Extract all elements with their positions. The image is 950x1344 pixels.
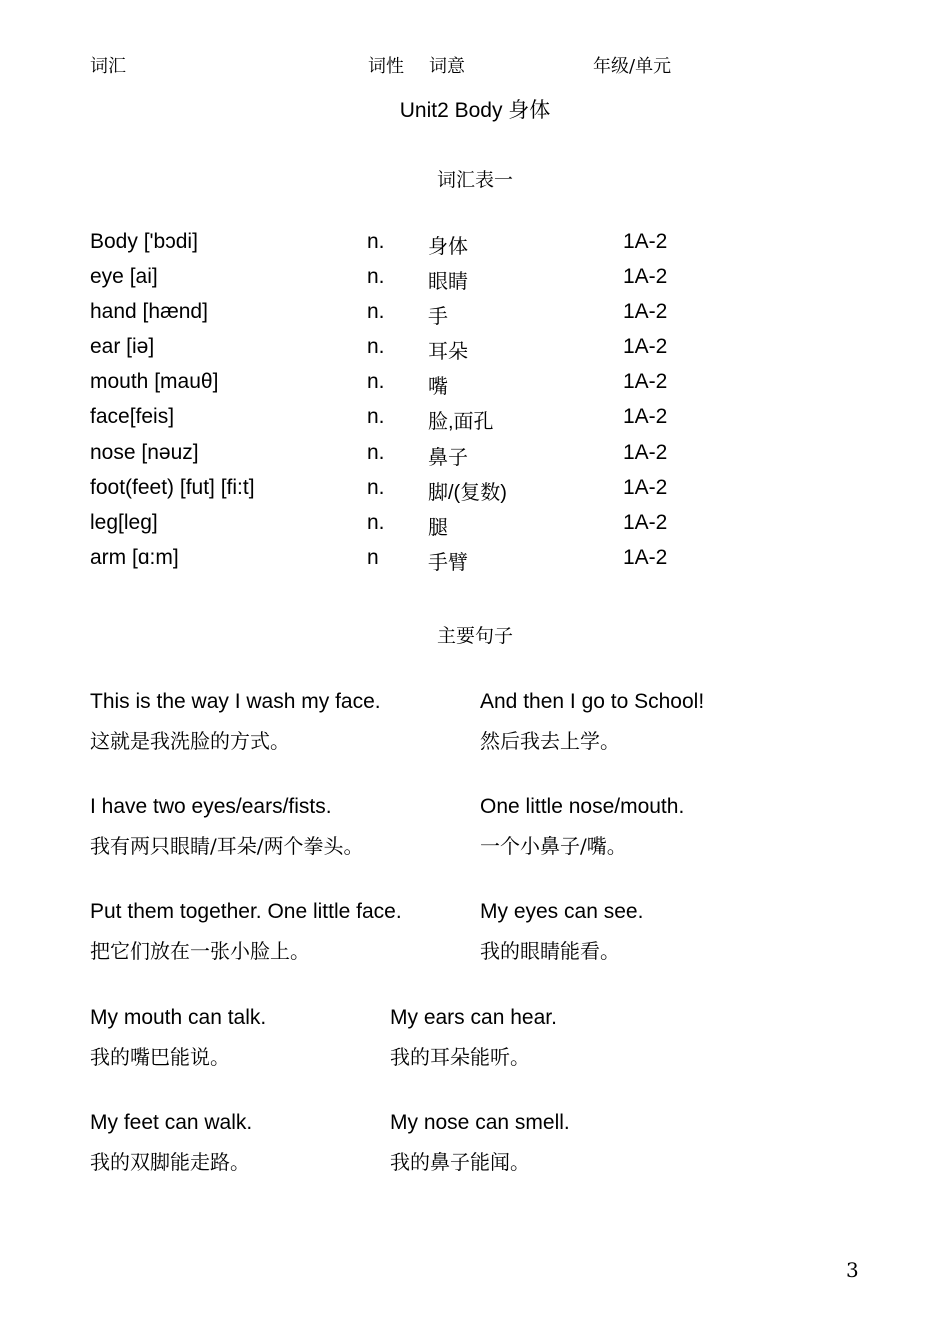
vocab-grade: 1A-2 <box>623 370 668 394</box>
vocab-pos: n <box>367 545 379 569</box>
vocab-word: nose [nəuz] <box>90 440 199 464</box>
sentence-pair <box>390 1006 557 1070</box>
sentence-chinese: 然后我去上学。 <box>480 729 620 753</box>
sentence-chinese: 一个小鼻子/嘴。 <box>480 834 627 858</box>
vocab-row <box>0 441 950 476</box>
header-pos-column: 词性 <box>368 56 404 77</box>
vocab-grade: 1A-2 <box>623 265 668 289</box>
sentence-chinese: 我的嘴巴能说。 <box>90 1045 230 1069</box>
vocab-meaning: 鼻子 <box>428 446 468 469</box>
sentence-english: This is the way I wash my face. <box>90 690 381 713</box>
vocab-row <box>0 265 950 300</box>
sentence-pair <box>480 900 643 964</box>
vocab-pos: n. <box>367 440 385 464</box>
sentence-english: My ears can hear. <box>390 1006 557 1029</box>
vocab-meaning: 身体 <box>428 236 468 258</box>
vocab-pos: n. <box>367 370 385 394</box>
vocab-pos: n. <box>367 230 385 253</box>
vocab-pos: n. <box>367 300 385 324</box>
vocab-word: mouth [mauθ] <box>90 370 219 394</box>
vocab-meaning: 腿 <box>428 516 448 539</box>
sentence-chinese: 这就是我洗脸的方式。 <box>90 729 290 753</box>
header-meaning-column: 词意 <box>429 56 465 77</box>
vocab-pos: n. <box>367 265 385 289</box>
vocab-grade: 1A-2 <box>623 510 668 534</box>
vocab-word: hand [hænd] <box>90 300 208 324</box>
sentence-english: And then I go to School! <box>480 690 705 713</box>
sentence-english: I have two eyes/ears/fists. <box>90 795 332 818</box>
sentence-pair <box>480 690 704 754</box>
vocab-row <box>0 546 950 581</box>
vocab-table <box>0 230 950 581</box>
vocab-meaning: 脚/(复数) <box>428 481 507 504</box>
vocab-grade: 1A-2 <box>623 230 668 253</box>
vocab-heading: 词汇表一 <box>436 169 513 191</box>
sentences-heading: 主要句子 <box>436 625 513 647</box>
sentence-english: Put them together. One little face. <box>90 900 402 923</box>
sentence-chinese: 我的眼睛能看。 <box>480 939 620 963</box>
page-title: Unit2 Body 身体 <box>399 99 551 122</box>
page-number: 3 <box>846 1258 859 1282</box>
sentence-english: My mouth can talk. <box>90 1006 267 1029</box>
sentence-pair <box>90 1006 266 1070</box>
vocab-pos: n. <box>367 335 385 359</box>
vocab-meaning: 眼睛 <box>428 271 468 294</box>
sentence-pair <box>90 1111 252 1175</box>
sentence-pair <box>90 690 381 754</box>
vocab-pos: n. <box>367 405 385 429</box>
vocab-grade: 1A-2 <box>623 300 668 324</box>
vocab-grade: 1A-2 <box>623 335 668 359</box>
vocab-meaning: 嘴 <box>428 376 448 399</box>
sentence-english: One little nose/mouth. <box>480 795 685 818</box>
vocab-grade: 1A-2 <box>623 405 668 429</box>
vocab-word: Body ['bɔdi] <box>90 230 198 253</box>
vocab-row <box>0 300 950 335</box>
header-word-column: 词汇 <box>90 56 126 77</box>
vocab-grade: 1A-2 <box>623 440 668 464</box>
sentence-pair <box>480 795 684 859</box>
sentence-chinese: 我的耳朵能听。 <box>390 1045 530 1069</box>
vocab-grade: 1A-2 <box>623 545 668 569</box>
vocab-row <box>0 476 950 511</box>
sentence-pair <box>90 900 402 964</box>
vocab-word: foot(feet) [fut] [fi:t] <box>90 475 255 499</box>
vocab-meaning: 手 <box>428 306 448 329</box>
vocab-row <box>0 230 950 265</box>
vocab-row <box>0 335 950 370</box>
sentence-english: My feet can walk. <box>90 1111 253 1134</box>
header-grade-column: 年级/单元 <box>593 56 672 77</box>
vocab-word: arm [ɑ:m] <box>90 545 179 569</box>
sentence-english: My eyes can see. <box>480 900 644 923</box>
vocab-row <box>0 511 950 546</box>
vocab-meaning: 脸,面孔 <box>428 411 494 434</box>
sentence-chinese: 我的鼻子能闻。 <box>390 1150 530 1174</box>
sentence-pair <box>90 795 363 859</box>
vocab-meaning: 耳朵 <box>428 341 468 364</box>
vocab-grade: 1A-2 <box>623 475 668 499</box>
vocab-row <box>0 405 950 440</box>
vocab-pos: n. <box>367 510 385 534</box>
vocab-word: ear [iə] <box>90 335 155 359</box>
vocab-row <box>0 370 950 405</box>
vocab-meaning: 手臂 <box>428 551 468 574</box>
sentence-chinese: 把它们放在一张小脸上。 <box>90 939 310 963</box>
vocab-pos: n. <box>367 475 385 499</box>
sentence-pair <box>390 1111 570 1175</box>
vocab-word: leg[leg] <box>90 510 158 534</box>
sentence-chinese: 我有两只眼睛/耳朵/两个拳头。 <box>90 834 364 858</box>
vocab-word: face[feis] <box>90 405 175 429</box>
vocab-word: eye [ai] <box>90 265 158 289</box>
sentence-chinese: 我的双脚能走路。 <box>90 1150 250 1174</box>
sentence-english: My nose can smell. <box>390 1111 570 1134</box>
